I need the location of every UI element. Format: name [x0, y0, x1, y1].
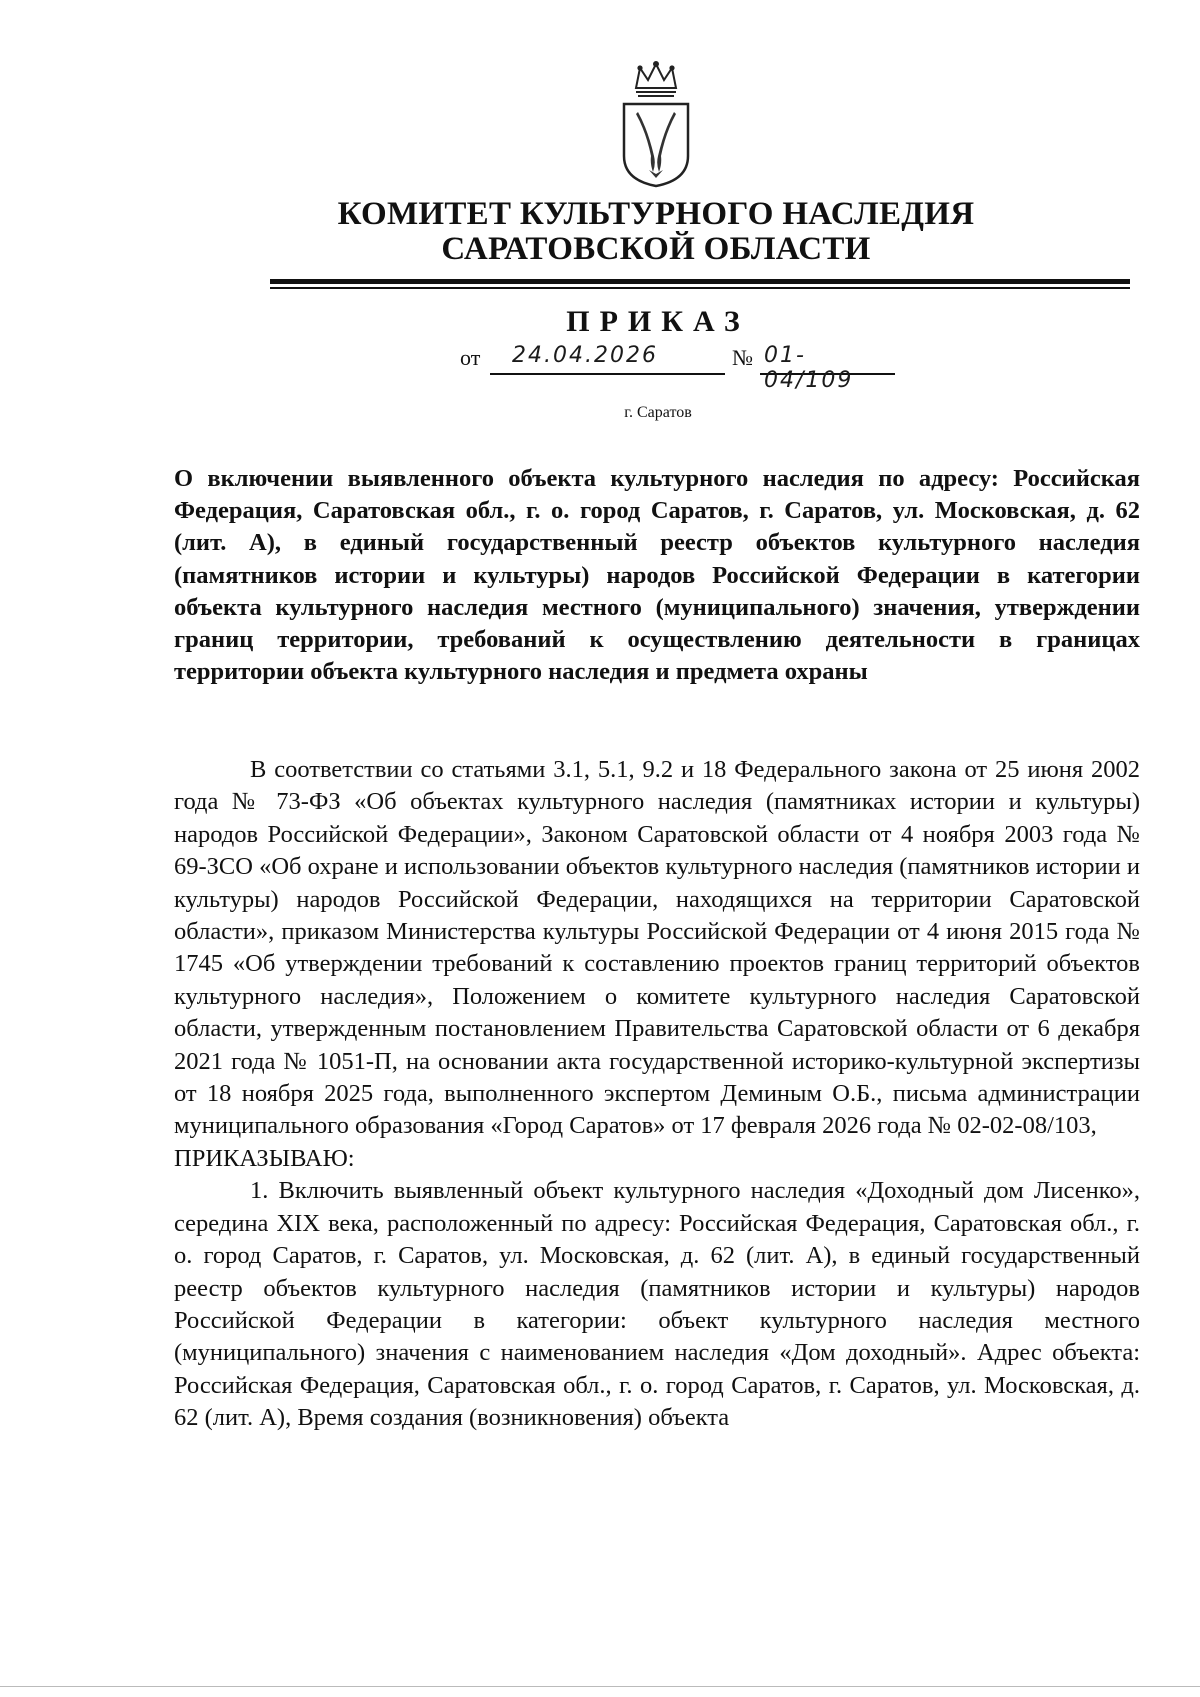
- document-body: [174, 754, 1140, 1435]
- order-number: 01-04/109: [764, 343, 854, 393]
- command-word: ПРИКАЗЫВАЮ:: [174, 1144, 355, 1172]
- date-label: от: [460, 345, 481, 370]
- header-rule-thick: [270, 279, 1130, 284]
- order-date: 24.04.2026: [512, 343, 658, 368]
- header-rule-thin: [270, 287, 1130, 289]
- scan-edge-line: [0, 1686, 1200, 1687]
- document-type-heading: ПРИКАЗ: [566, 305, 750, 338]
- date-underline: [490, 373, 725, 375]
- item-1-paragraph: 1. Включить выявленный объект культурного наследия «Доходный дом Лисенко», середина XIX века, расположенный по адресу: Российская Федерация, Саратовская обл., г. о. город Саратов, г. Саратов, ул. Московская, д. 62 (лит. А), в единый государственный реестр объектов культурного наследия (памятников истории и культуры) народов Российской Федерации в категории: объект культурного наследия местного (муниципального) значения с наименованием наследия «Дом доходный». Адрес объекта: Российская Федерация, Саратовская обл., г. о. город Саратов, г. Саратов, ул. Московская, д. 62 (лит. А), Время создания (возникновения) объекта: [174, 1177, 1140, 1432]
- organization-name-line2: САРАТОВСКОЙ ОБЛАСТИ: [441, 231, 871, 267]
- document-title-text: О включении выявленного объекта культурного наследия по адресу: Российская Федерация, Саратовская обл., г. о. город Саратов, г. Саратов, ул. Московская, д. 62 (лит. А), в единый государственный реестр объектов культурного наследия (памятников истории и культуры) народов Российской Федерации в категории объекта культурного наследия местного (муниципального) значения, утверждении границ территории, требований к осуществлению деятельности в границах территории объекта культурного наследия и предмета охраны: [174, 465, 1140, 686]
- preamble-paragraph: В соответствии со статьями 3.1, 5.1, 9.2 и 18 Федерального закона от 25 июня 2002 года № 73-ФЗ «Об объектах культурного наследия (памятниках истории и культуры) народов Российской Федерации», Законом Саратовской области от 4 ноября 2003 года № 69-ЗСО «Об охране и использовании объектов культурного наследия (памятников истории и культуры) народов Российской Федерации, находящихся на территории Саратовской области», приказом Министерства культуры Российской Федерации от 4 июня 2015 года № 1745 «Об утверждении требований к составлению проектов границ территорий объектов культурного наследия», Положением о комитете культурного наследия Саратовской области, утвержденным постановлением Правительства Саратовской области от 6 декабря 2021 года № 1051-П, на основании акта государственной историко-культурной экспертизы от 18 ноября 2025 года, выполненного экспертом Деминым О.Б., письма администрации муниципального образования «Город Саратов» от 17 февраля 2026 года № 02-02-08/103,: [174, 756, 1140, 1140]
- document-title: [174, 463, 1140, 688]
- number-label: №: [732, 345, 753, 370]
- city-of-issue: г. Саратов: [624, 404, 692, 421]
- organization-name-line1: КОМИТЕТ КУЛЬТУРНОГО НАСЛЕДИЯ: [337, 196, 975, 232]
- coat-of-arms-icon: [618, 60, 694, 188]
